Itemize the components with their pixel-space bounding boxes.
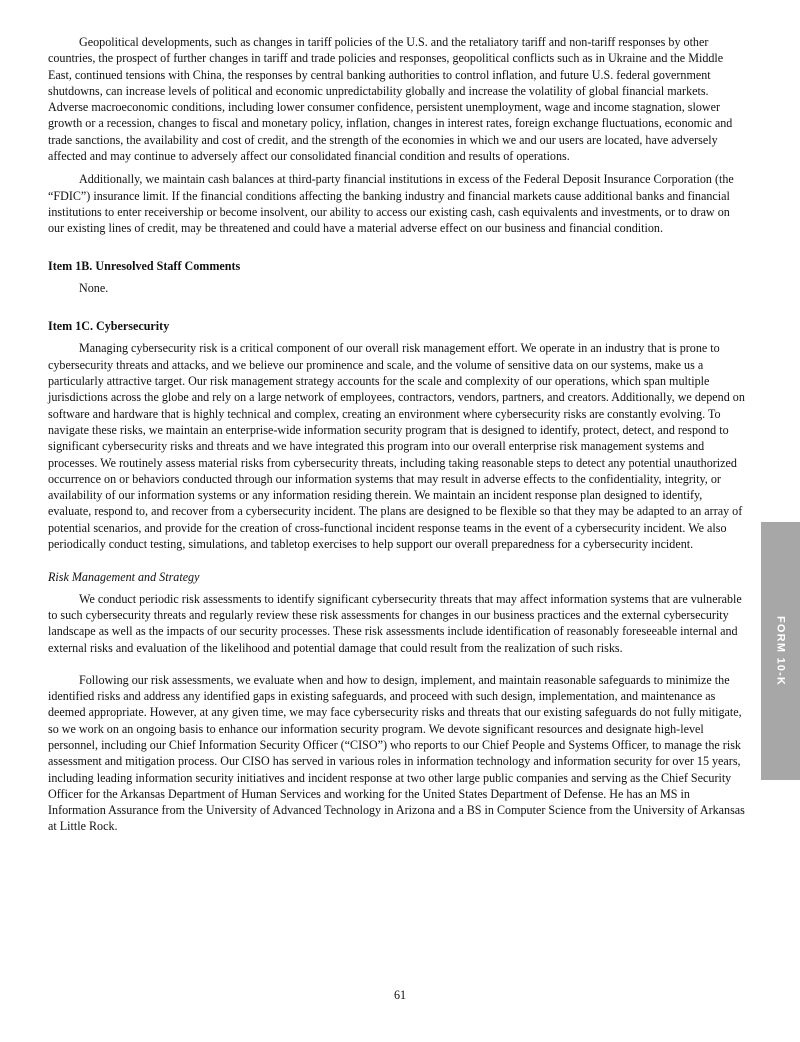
paragraph-risk-assessments: We conduct periodic risk assessments to identify significant cybersecurity threats that may affect information systems that are vulnerable to such cybersecurity threats and regularly review these risk assessments for changes in our business practices and the external cybersecurity landscape as well as the impacts of our security processes. These risk assessments include identification of reasonably foreseeable internal and external risks and evaluation of the likelihood and potential damage that could result from the realization of such risks. [48, 591, 742, 655]
subheading-risk-management: Risk Management and Strategy [48, 570, 200, 585]
paragraph-safeguards-ciso: Following our risk assessments, we evaluate when and how to design, implement, and maintain reasonable safeguards to minimize the identified risks and address any identified gaps in existing safeguards, and proceed with such design, implementation, and maintenance as deemed appropriate. However, at any given time, we may face cybersecurity risks and threats that our existing safeguards do not fully mitigate, so we work on an ongoing basis to enhance our information security program. We devote significant resources and designate high-level personnel, including our Chief Information Security Officer (“CISO”) who reports to our Chief People and Systems Officer, to manage the risk assessment and mitigation process. Our CISO has served in various roles in information technology and information security for over 15 years, including leading information security initiatives and incident response at two other large public companies and serving as the Chief Security Officer for the Arkansas Department of Human Services and working for the United States Department of Defense. He has an MS in Information Assurance from the University of Advanced Technology in Arizona and a BS in Computer Science from the University of Arkansas at Little Rock. [48, 672, 745, 834]
side-tab-label: FORM 10-K [774, 615, 787, 687]
paragraph-item-1b-none: None. [79, 280, 109, 295]
heading-item-1c: Item 1C. Cybersecurity [48, 319, 170, 334]
document-body [48, 34, 746, 842]
paragraph-fdic: Additionally, we maintain cash balances at third-party financial institutions in excess of the Federal Deposit Insurance Corporation (the “FDIC”) insurance limit. If the financial conditions affecting the banking industry and financial markets cause additional banks and financial institutions to enter receivership or become insolvent, our ability to access our existing cash, cash equivalents and investments, or to draw on our existing lines of credit, may be threatened and could have a material adverse effect on our business and financial condition. [48, 172, 734, 236]
paragraph-geopolitical: Geopolitical developments, such as changes in tariff policies of the U.S. and the retaliatory tariff and non-tariff responses by other countries, the prospect of further changes in tariff and trade policies and responses, geopolitical conflicts such as in Ukraine and the Middle East, continued tensions with China, the responses by central banking authorities to control inflation, and future U.S. federal government shutdowns, can increase levels of political and economic unpredictability globally and increase the volatility of global financial markets. Adverse macroeconomic conditions, including lower consumer confidence, persistent unemployment, wage and income stagnation, slower growth or a recession, changes to fiscal and monetary policy, inflation, changes in interest rates, foreign exchange fluctuations, economic and trade sanctions, the availability and cost of credit, and the strength of the economies in which we and our users are located, have adversely affected and may continue to adversely affect our consolidated financial condition and results of operations. [48, 35, 733, 164]
form-10k-side-tab [761, 522, 800, 780]
paragraph-cybersecurity-intro: Managing cybersecurity risk is a critical component of our overall risk management effort. We operate in an industry that is prone to cybersecurity threats and attacks, and we believe our prominence and scale, and the volume of sensitive data on our systems, make us a particularly attractive target. Our risk management strategy accounts for the scale and complexity of our operations, which span multiple jurisdictions across the globe and rely on a large network of employees, contractors, vendors, partners, and creators. Additionally, we depend on software and hardware that is highly technical and complex, creating an environment where cybersecurity risks are constantly evolving. To navigate these risks, we maintain an enterprise-wide information security program that is designed to identify, protect, detect, and respond to significant cybersecurity risks and threats and we have integrated this program into our overall enterprise risk management systems and processes. We routinely assess material risks from cybersecurity threats, including taking reasonable steps to detect any potential unauthorized occurrence on or behaviors conducted through our information systems that may result in adverse effects to the confidentiality, integrity, or availability of our information systems or any information residing therein. We maintain an incident response plan designed to identify, evaluate, respond to, and recover from a cybersecurity incident. The plans are designed to be flexible so that they may be adapted to an array of potential scenarios, and provide for the creation of cross-functional incident response teams in the event of a cybersecurity incident. We also periodically conduct testing, simulations, and tabletop exercises to help support our overall preparedness for a cybersecurity incident. [48, 341, 745, 552]
page-number: 61 [393, 988, 407, 1002]
heading-item-1b: Item 1B. Unresolved Staff Comments [48, 258, 241, 273]
